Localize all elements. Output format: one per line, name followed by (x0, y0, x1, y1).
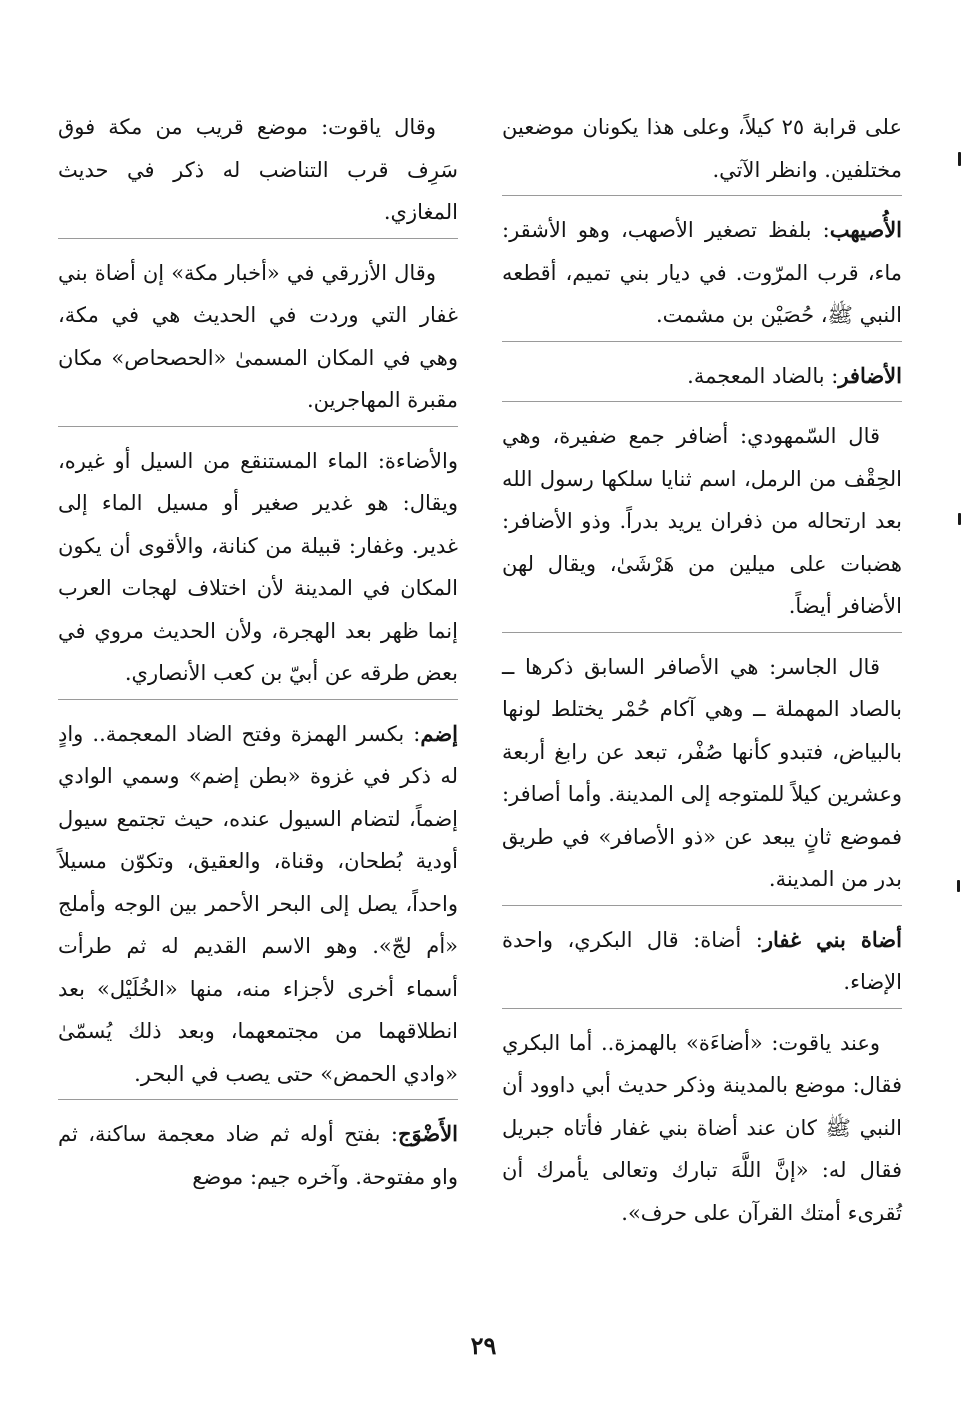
entry-adat-bani-ghifar (502, 919, 902, 1009)
entry-adwaj (58, 1113, 458, 1202)
entry-term: الأضافر (838, 362, 902, 388)
entry-text: : بلفظ تصغير الأصهب، وهو الأشقر: ماء، قرب المرّوت. في ديار بني تميم، أقطعه النبي ﷺ، حُصَيْن بن مشمت. (502, 218, 902, 327)
entry-term: الأَضْوَج (397, 1121, 458, 1146)
margin-mark (958, 513, 961, 525)
entry-text: : بالضاد المعجمة. (687, 363, 839, 388)
entry-term: الأُصيهب (829, 217, 902, 242)
paragraph-text: قال السّمهودي: أضافر جمع ضفيرة، وهي الحِقْف من الرمل، اسم ثنايا سلكها رسول الله بعد ارتحاله من ذفران يريد بدراً. وذو الأضافر: هضبات على ميلين من هَرْشَىٰ، ويقال لهن الأضافر أيضاً. (502, 424, 902, 618)
paragraph-jasir (502, 646, 902, 906)
entry-idam (58, 713, 458, 1101)
paragraph-text: على قرابة ٢٥ كيلاً، وعلى هذا يكونان موضعين مختلفين. وانظر الآتي. (502, 115, 902, 182)
paragraph-text: وقال الأزرقي في «أخبار مكة» إن أضاة بني غفار التي وردت في الحديث هي في مكة، وهي في المكان المسمىٰ «الحصحاص» مكان مقبرة المهاجرين. (58, 260, 458, 412)
paragraph-yaqut (58, 106, 458, 239)
page-number: ٢٩ (470, 1331, 497, 1360)
entry-term: إضم (420, 720, 458, 746)
paragraph-azraqi (58, 252, 458, 427)
entry-usayhib (502, 209, 902, 342)
entry-text: : بفتح أوله ثم ضاد معجمة ساكنة، ثم واو مفتوحة. وآخره جيم: موضع (58, 1122, 458, 1189)
paragraph-yaqut-bakri (502, 1022, 902, 1239)
paragraph-text: وعند ياقوت: «أضاءَة» بالهمزة.. أما البكري فقال: موضع بالمدينة وذكر حديث أبي داوود أن النبي ﷺ كان عند أضاة بني غفار فأتاه جبريل فقال له: «إنَّ اللَّهَ تبارك وتعالى يأمرك أن تُقرىء أمتك القرآن على حرف». (502, 1030, 902, 1225)
entry-text: : أضاة: قال البكري، واحدة الإضاء. (502, 927, 902, 994)
paragraph-samhudi (502, 415, 902, 633)
entry-term: أضاة بني غفار (762, 926, 902, 952)
right-column (502, 106, 902, 1251)
margin-mark (957, 880, 960, 892)
paragraph-qaraba (502, 106, 902, 196)
entry-text: : بكسر الهمزة وفتح الضاد المعجمة.. وادٍ له ذكر في غزوة «بطن إضم» وسمي الوادي إضماً، لتضام السيول عنده، حيث تجتمع سيول أودية بُطحان، وقناة، والعقيق، وتكوّن مسيلاً واحداً، يصل إلى البحر الأحمر بين الوجه وأملج «أم لجّ». وهو الاسم القديم له ثم طرأت أسماء أخرى لأجزاء منه، منها «الخُلَيْل» بعد انطلاقهما من مجتمعهما، وبعد ذلك يُسمّىٰ «وادي الحمض» حتى يصب في البحر. (58, 721, 458, 1086)
paragraph-text: قال الجاسر: هي الأصافر السابق ذكرها ــ بالصاد المهملة ــ وهي آكام حُمْر يختلط لونها بالبياض، فتبدو كأنها صُفْر، تبعد عن رابغ أربعة وعشرين كيلاً للمتوجه إلى المدينة. وأما أصافر: فموضع ثانٍ يبعد عن «ذو الأصافر» في طريق بدر من المدينة. (502, 654, 902, 891)
paragraph-text: والأضاءة: الماء المستنقع من السيل أو غيره، ويقال: هو غدير صغير أو مسيل الماء إلى غدير. وغفار: قبيلة من كنانة، والأقوى أن يكون المكان في المدينة لأن اختلاف لهجات العرب إنما ظهر بعد الهجرة، ولأن الحديث مروي في بعض طرقه عن أبيّ بن كعب الأنصاري. (58, 448, 458, 685)
paragraph-adaa (58, 440, 458, 700)
left-column (58, 106, 458, 1215)
entry-adafir (502, 355, 902, 403)
paragraph-text: وقال ياقوت: موضع قريب من مكة فوق سَرِف قرب التناضب له ذكر في حديث المغازي. (58, 115, 458, 224)
margin-mark (958, 152, 961, 166)
